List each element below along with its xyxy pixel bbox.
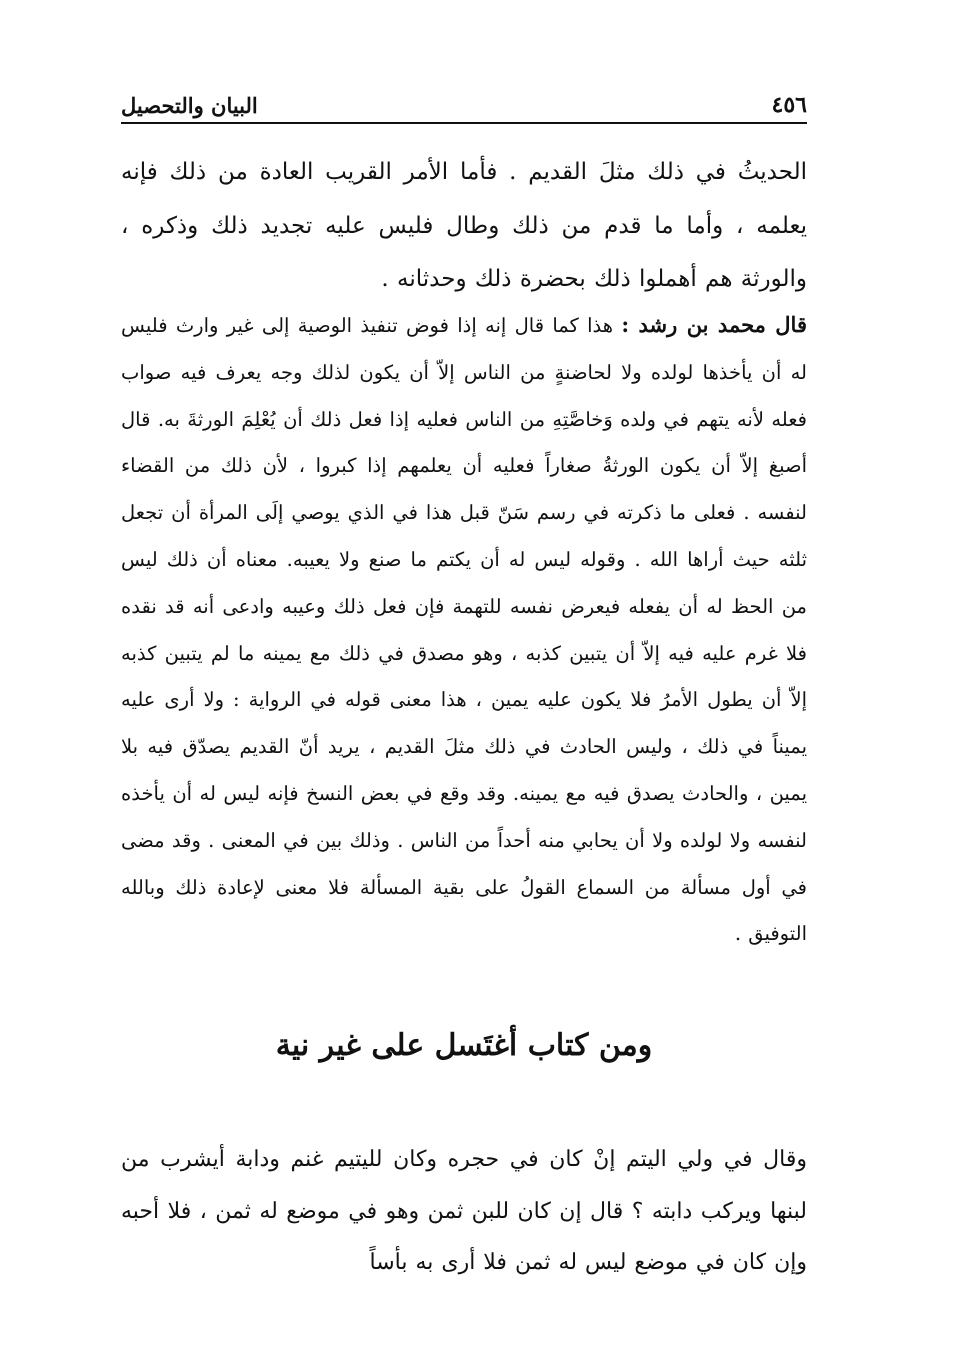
commentary-lead: قال محمد بن رشد :	[621, 312, 807, 337]
paragraph-1: الحديثُ في ذلك مثلَ القديم . فأما الأمر القريب العادة من ذلك فإنه يعلمه ، وأما ما قدم من ذلك وطال فليس عليه تجديد ذلك وذكره ، والورثة هم أهملوا ذلك بحضرة ذلك وحدثانه .	[121, 159, 807, 292]
paragraph-2	[121, 302, 807, 958]
page-header	[121, 82, 807, 124]
section-heading: ومن كتاب أغتَسل على غير نية	[275, 1028, 653, 1063]
commentary-text: هذا كما قال إنه إذا فوض تنفيذ الوصية إلى غير وارث فليس له أن يأخذها لولده ولا لحاضنةٍ من الناس إلاّ أن يكون لذلك وجه يعرف فيه صواب فعله لأنه يتهم في ولده وَخاصَّتِهِ من الناس فعليه إذا فعل ذلك أن يُعْلِمَ الورثةَ به. قال أصبغ إلاّ أن يكون الورثةُ صغاراً فعليه أن يعلمهم إذا كبروا ، لأن ذلك من القضاء لنفسه . فعلى ما ذكرته في رسم سَنّ قبل هذا في الذي يوصي إلَى المرأة أن تجعل ثلثه حيث أراها الله . وقوله ليس له أن يكتم ما صنع ولا يعيبه. معناه أن ذلك ليس من الحظ له أن يفعله فيعرض نفسه للتهمة فإن فعل ذلك وعيبه وادعى أنه قد نقده فلا غرم عليه فيه إلاّ أن يتبين كذبه ، وهو مصدق في ذلك مع يمينه ما لم يتبين كذبه إلاّ أن يطول الأمرُ فلا يكون عليه يمين ، هذا معنى قوله في الرواية : ولا أرى عليه يميناً في ذلك ، وليس الحادث في ذلك مثلَ القديم ، يريد أنّ القديم يصدّق فيه بلا يمين ، والحادث يصدق فيه مع يمينه. وقد وقع في بعض النسخ فإنه ليس له أن يأخذه لنفسه ولا لولده ولا أن يحابي منه أحداً من الناس . وذلك بين في المعنى . وقد مضى في أول مسألة من السماع القولُ على بقية المسألة فلا معنى لإعادة ذلك وبالله التوفيق .	[121, 314, 807, 946]
page-number: ٤٥٦	[771, 92, 807, 118]
paragraph-3: وقال في ولي اليتم إنْ كان في حجره وكان لليتيم غنم ودابة أيشرب من لبنها ويركب دابته ؟ قال إن كان للبن ثمن وهو في موضع له ثمن ، فلا أحبه وإن كان في موضع ليس له ثمن فلا أرى به بأساً	[121, 1147, 807, 1275]
running-title: البيان والتحصيل	[121, 93, 258, 118]
